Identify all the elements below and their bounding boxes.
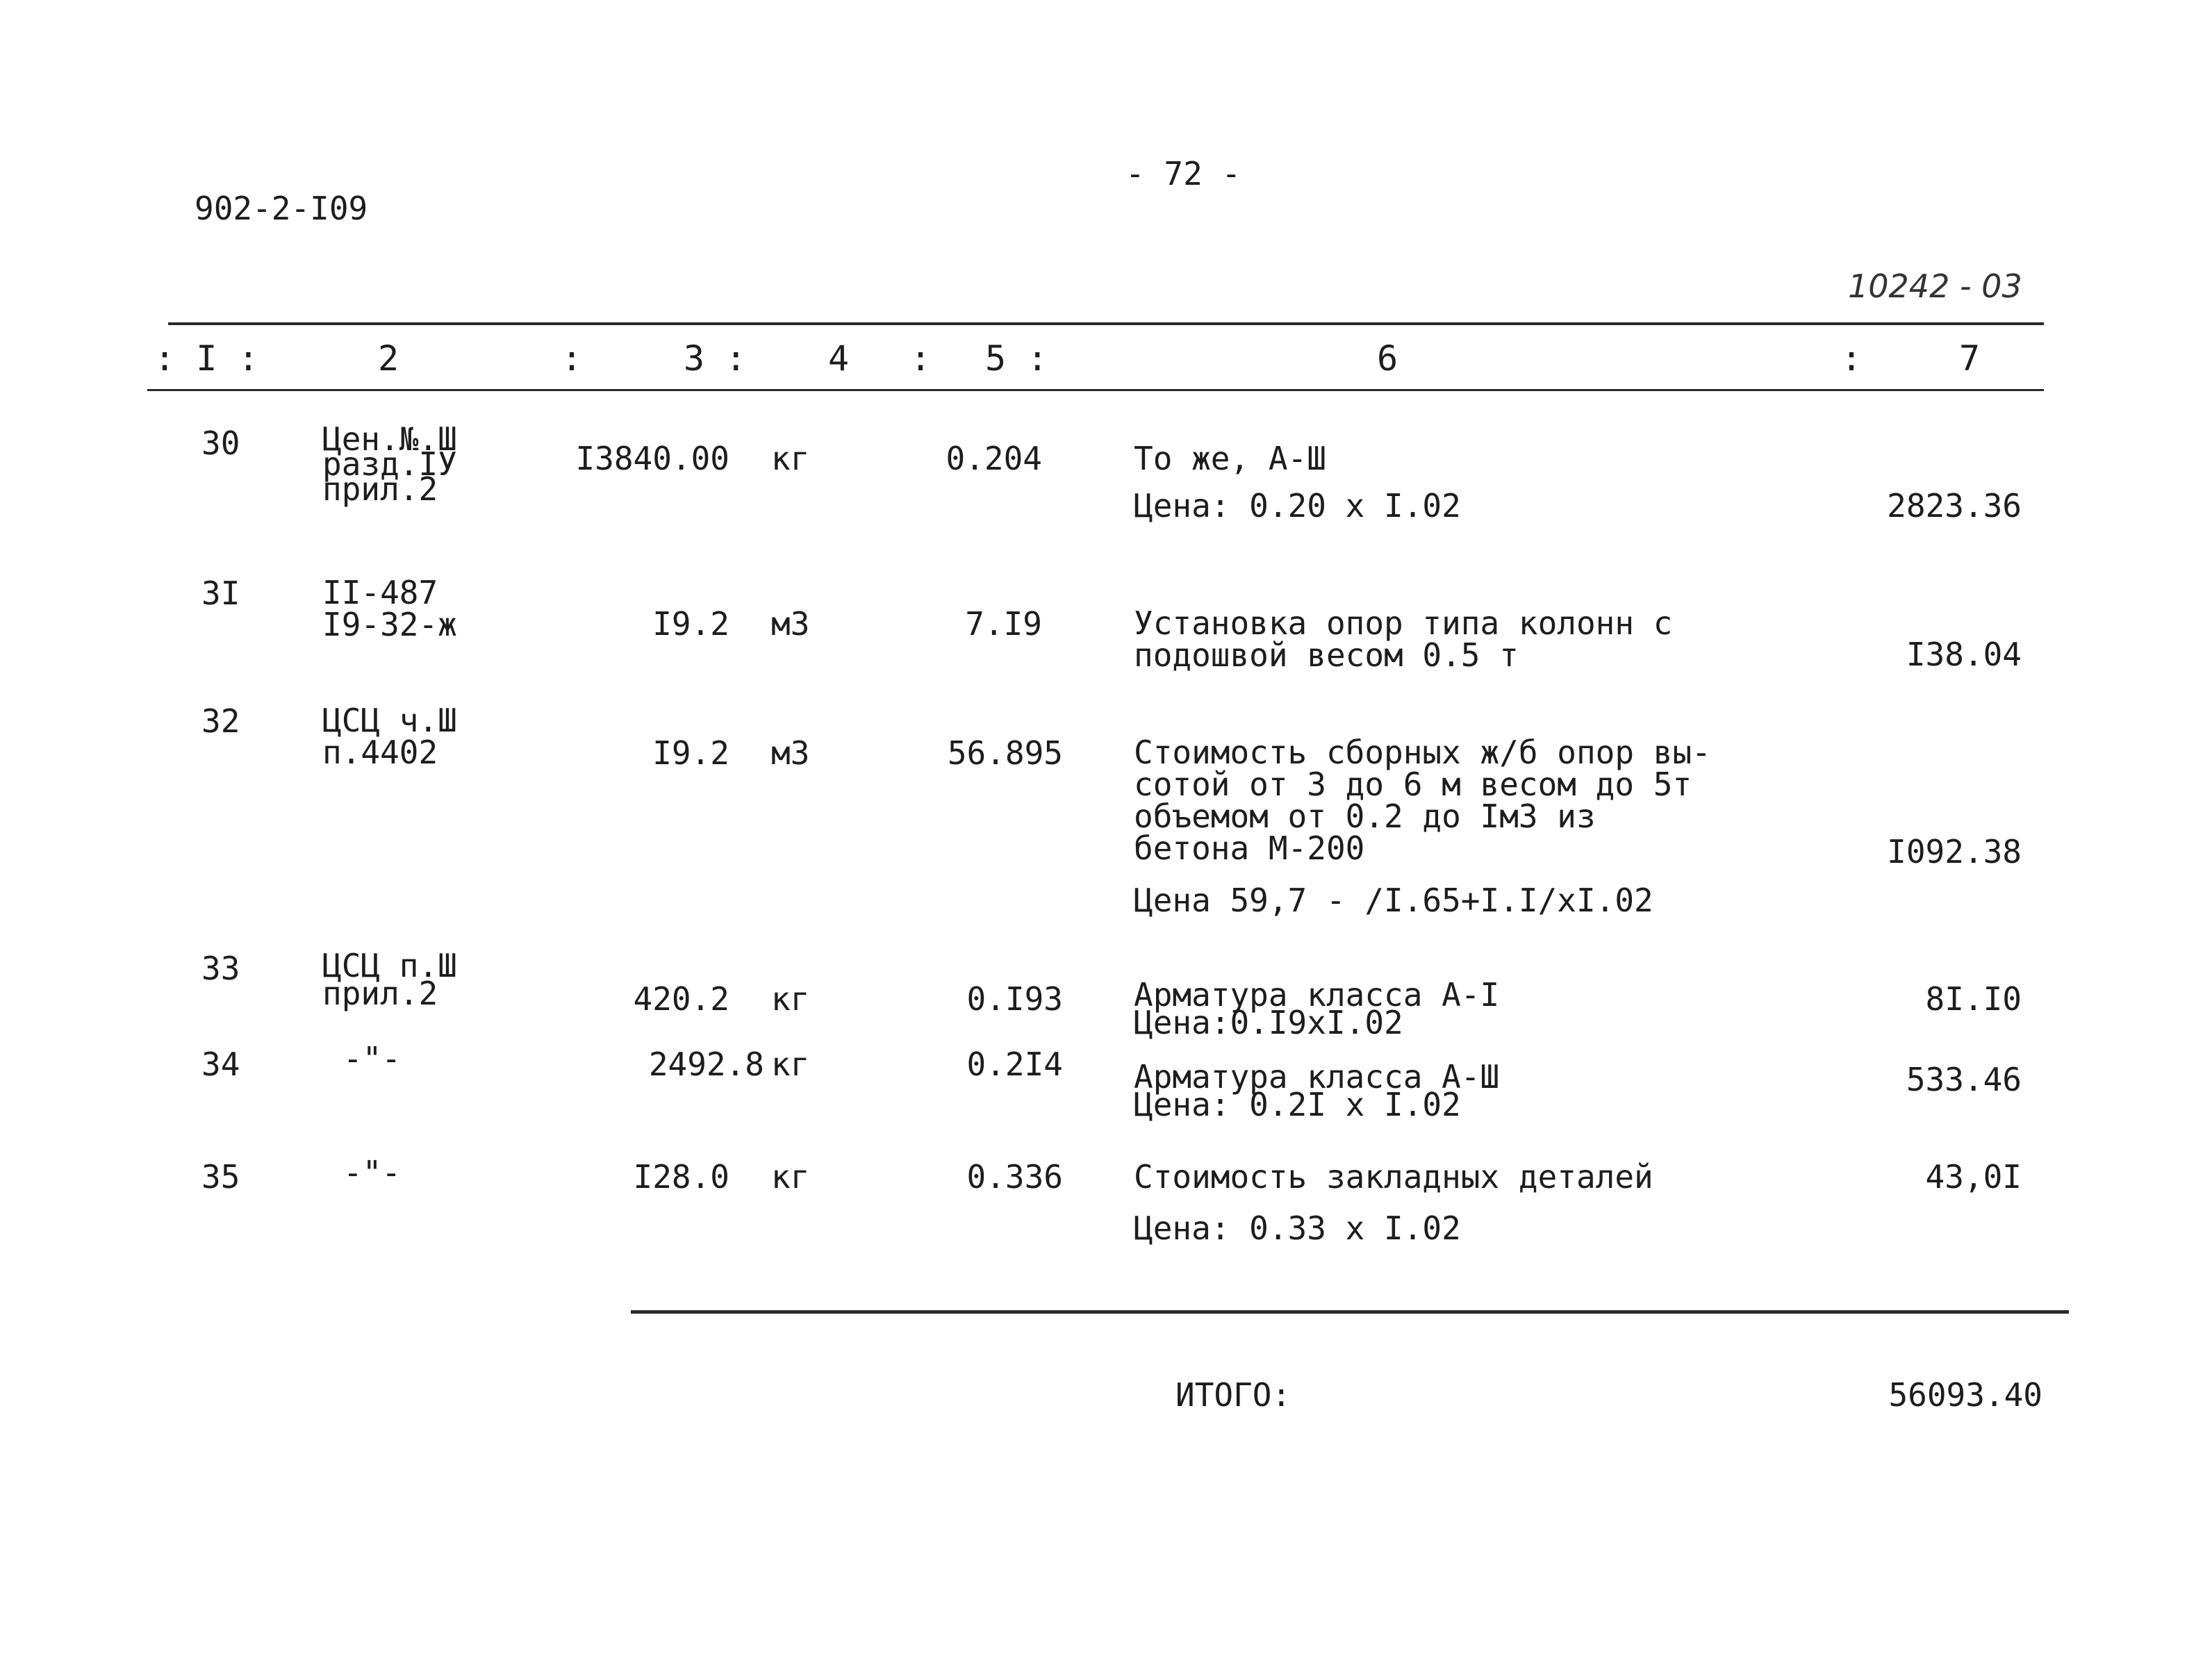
row-reference: II-487 I9-32-ж	[322, 574, 457, 643]
row-number: 32	[201, 702, 240, 740]
row-rate: 0.204	[946, 440, 1042, 477]
table-top-rule	[168, 322, 2044, 325]
row-description: Стоимость закладных деталей	[1134, 1158, 1653, 1196]
row-price-note: Цена: 0.33 х I.02	[1134, 1209, 1461, 1247]
row-unit: кг	[771, 1046, 810, 1083]
row-total: I092.38	[1887, 833, 2022, 870]
table-header-rule	[147, 389, 2044, 391]
row-quantity: I3840.00	[575, 440, 729, 477]
row-quantity: I28.0	[633, 1158, 729, 1196]
row-unit: кг	[771, 440, 810, 477]
row-reference: -"-	[343, 1040, 402, 1077]
row-reference: -"-	[343, 1154, 402, 1191]
row-number: 33	[201, 950, 240, 987]
row-total: 43,0I	[1925, 1158, 2022, 1196]
row-unit: м3	[771, 605, 810, 643]
row-reference: ЦСЦ п.Ш прил.2	[322, 947, 457, 1012]
row-quantity: 2492.8	[648, 1046, 764, 1083]
row-description: Арматура класса А-Ш Цена: 0.2I х I.02	[1134, 1058, 1500, 1123]
row-price-note: Цена 59,7 - /I.65+I.I/хI.02	[1134, 882, 1653, 919]
row-rate: 0.2I4	[966, 1046, 1063, 1083]
column-header-2: 2	[378, 338, 399, 379]
column-header-1: : I :	[154, 338, 259, 379]
row-description: Установка опор типа колонн с подошвой весом 0.5 т	[1134, 604, 1673, 674]
row-number: 35	[201, 1158, 240, 1196]
column-header-6: 6	[1377, 338, 1398, 379]
row-rate: 0.I93	[966, 980, 1063, 1018]
row-price-note: Цена: 0.20 х I.02	[1134, 487, 1461, 524]
row-number: 3I	[201, 575, 240, 612]
row-number: 34	[201, 1046, 240, 1083]
column-header-7: 7	[1959, 338, 1981, 379]
total-label: ИТОГО:	[1175, 1376, 1291, 1414]
row-total: 533.46	[1906, 1061, 2022, 1098]
column-header-separator: :	[1841, 338, 1863, 379]
row-description: Стоимость сборных ж/б опор вы- сотой от 3 до 6 м весом до 5т объемом от 0.2 до Iм3 из бетона М-200	[1134, 734, 1711, 867]
row-unit: м3	[771, 734, 810, 772]
total-value: 56093.40	[1888, 1376, 2042, 1414]
row-rate: 0.336	[966, 1158, 1063, 1196]
row-quantity: I9.2	[652, 734, 729, 772]
column-header-3: 3 :	[684, 338, 747, 379]
row-unit: кг	[771, 980, 810, 1018]
row-unit: кг	[771, 1158, 810, 1196]
row-description: То же, А-Ш	[1134, 440, 1326, 477]
column-header-5: 5 :	[985, 338, 1048, 379]
row-quantity: I9.2	[652, 605, 729, 643]
row-total: I38.04	[1906, 636, 2022, 673]
row-quantity: 420.2	[633, 980, 729, 1018]
row-description: Арматура класса А-I Цена:0.I9хI.02	[1134, 976, 1500, 1041]
sheet-reference: 10242 - 03	[1848, 267, 2022, 305]
row-rate: 7.I9	[965, 605, 1042, 643]
page-number: - 72 -	[1125, 155, 1241, 192]
row-rate: 56.895	[947, 734, 1063, 772]
document-code: 902-2-I09	[195, 190, 368, 227]
column-header-4: 4	[828, 338, 850, 379]
row-number: 30	[201, 424, 240, 462]
row-reference: Цен.№.Ш разд.IУ прил.2	[322, 420, 457, 508]
total-separator-rule	[631, 1310, 2069, 1314]
row-total: 8I.I0	[1925, 980, 2022, 1018]
row-reference: ЦСЦ ч.Ш п.4402	[322, 702, 457, 771]
column-header-separator: :	[561, 338, 583, 379]
row-total: 2823.36	[1887, 487, 2022, 524]
column-header-separator: :	[910, 338, 932, 379]
